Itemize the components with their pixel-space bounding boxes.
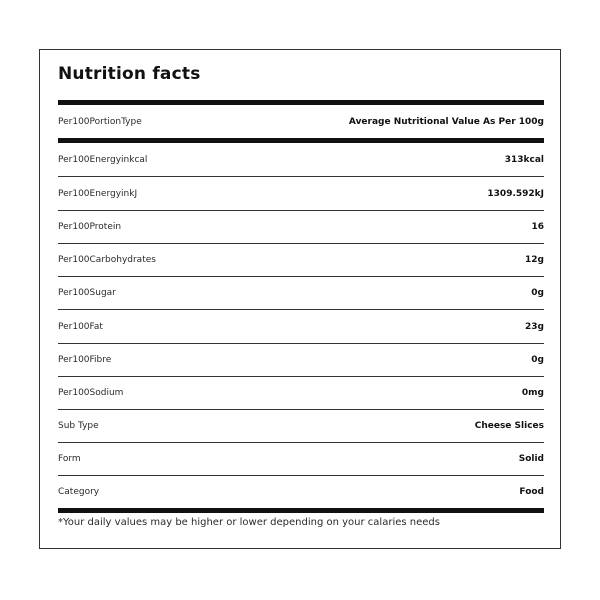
row-label: Per100Sodium	[58, 387, 124, 398]
nutrition-row-fat	[58, 310, 544, 344]
row-value: Food	[519, 486, 544, 497]
header-label: Per100PortionType	[58, 117, 142, 127]
nutrition-row-form	[58, 442, 544, 476]
row-label: Category	[58, 486, 100, 497]
row-value: 313kcal	[504, 154, 544, 165]
row-value: 1309.592kJ	[487, 188, 544, 199]
footer-divider	[58, 508, 544, 513]
nutrition-row-sub-type	[58, 409, 544, 443]
row-value: 0mg	[521, 387, 544, 398]
nutrition-row-sodium	[58, 376, 544, 410]
nutrition-row-energy-kcal	[58, 143, 544, 177]
nutrition-row-protein	[58, 210, 544, 244]
row-label: Per100Fat	[58, 321, 103, 332]
row-value: Solid	[518, 453, 544, 464]
title-divider	[58, 100, 544, 105]
nutrition-row-sugar	[58, 276, 544, 310]
nutrition-row-fibre	[58, 343, 544, 377]
panel-title: Nutrition facts	[58, 64, 201, 84]
nutrition-facts-panel	[39, 49, 561, 549]
row-label: Per100EnergyinkJ	[58, 188, 138, 199]
row-label: Per100Carbohydrates	[58, 254, 156, 265]
header-row	[58, 106, 544, 138]
header-value: Average Nutritional Value As Per 100g	[348, 117, 544, 127]
row-value: Cheese Slices	[474, 420, 544, 431]
row-label: Per100Protein	[58, 221, 122, 232]
row-label: Per100Sugar	[58, 287, 116, 298]
row-label: Form	[58, 453, 81, 464]
row-value: 0g	[531, 354, 544, 365]
nutrition-row-carbohydrates	[58, 243, 544, 277]
row-value: 16	[531, 221, 544, 232]
row-value: 0g	[531, 287, 544, 298]
nutrition-row-category	[58, 475, 544, 508]
footnote: *Your daily values may be higher or lower depending on your calaries needs	[58, 517, 440, 528]
row-value: 12g	[525, 254, 544, 265]
nutrition-row-energy-kj	[58, 177, 544, 211]
row-label: Per100Fibre	[58, 354, 112, 365]
row-label: Per100Energyinkcal	[58, 154, 148, 165]
row-label: Sub Type	[58, 420, 99, 431]
row-value: 23g	[525, 321, 544, 332]
